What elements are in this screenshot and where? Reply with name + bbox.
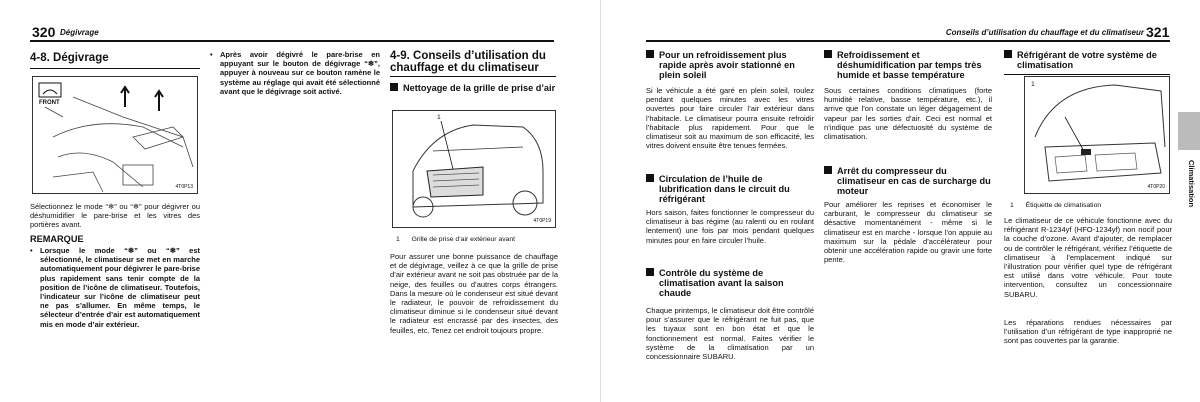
car-front-figure [392,110,556,228]
right-page-number: 321 [1146,24,1170,40]
chapter-side-label: Climatisation [1187,160,1196,208]
hood-callout: 1 [1031,81,1035,88]
section-title-dégivrage: 4-8. Dégivrage [30,52,109,64]
section2-title-rule [390,76,556,77]
col3-h1-text: Réfrigérant de votre système de climatisation [1017,50,1157,70]
col3-body-1: Le climatiseur de ce véhicule fonctionne avec du réfrigérant R-1234yf (HFO-1234yf) non nocif pour la couche d’ozone. Avant d’ajouter, de remplacer ou de contrôler le réfrigérant, vérifiez l’étiquette de climatiseur à l’emplacement indiqué sur l’illustration pour vérifier quel type de réfrigérant est utilisé dans votre véhicule. Pour toute intervention, consultez un concessionnaire SUBARU. [1004,216,1172,299]
sub-title-refroidissement-humide [824,50,992,80]
remark-title: REMARQUE [30,234,84,244]
car-caption-text: Grille de prise d’air extérieur avant [411,236,516,243]
car-figure-code: 4T0P19 [533,218,551,224]
defrost-illustration [33,77,198,194]
sub-title-controle-systeme [646,268,814,298]
square-bullet-icon [646,174,654,182]
remark-bullet-2 [210,50,380,96]
col3-body-2: Les réparations rendues nécessaires par l’utilisation d’un réfrigérant de type inapproprié ne sont pas couvertes par la garantie. [1004,318,1172,346]
hood-caption [1010,202,1170,210]
square-bullet-icon [824,50,832,58]
sub-title-nettoyage-text: Nettoyage de la grille de prise d’air [403,83,556,93]
sub-title-circulation-huile [646,174,814,204]
col2-body-2: Pour améliorer les reprises et économiser le carburant, le compresseur du climatiseur se désactive momentanément - même si le climatiseur est en marche - lorsque l’on appuie au maximum sur la pédale d’accélérateur pour obtenir une accélération rapide ou gravir une forte pente. [824,200,992,265]
remark-bullet-1 [30,246,200,329]
chapter-side-tab [1178,112,1200,150]
col1-h1-text: Pour un refroidissement plus rapide après avoir stationné en plein soleil [659,50,795,80]
bullet-dot: • [30,246,33,255]
right-page [600,0,1200,402]
right-header-rule [646,40,1170,42]
col1-body-1: Si le véhicule a été garé en plein soleil, roulez pendant quelques minutes avec les vitres ouvertes pour faire circuler l’air extérieur dans l’habitacle. Le climatiseur pourra ensuite refroidir l’habitacle plus rapidement. Pour que le climatiseur soit au maximum de son efficacité, les vitres doivent ensuite être tenues fermées. [646,86,814,151]
col2-body-1: Sous certaines conditions climatiques (forte humidité relative, basse température, etc.), il arrive que l’on constate un léger dégagement de vapeur par les sorties d’air. Ceci est normal et n’indique pas une défectuosité du système de climatisation. [824,86,992,142]
remark-bullet-1-text: Lorsque le mode “❄” ou “❄” est sélectionné, le climatiseur se met en marche automatiquement pour dégivrer le pare-brise plus rapidement sans tenir compte de la position de l’icône de climatiseur. Toutefois, l’indicateur sur l’icône de climatiseur peut ne pas s’allumer. En même temps, le sélecteur d’entrée d’air est automatiquement mis en mode d’air extérieur. [40,246,200,329]
col2-h2-text: Arrêt du compresseur du climatiseur en cas de surcharge du moteur [837,166,991,196]
square-bullet-icon [646,268,654,276]
left-page-number: 320 [32,24,56,40]
sub-title-nettoyage [390,83,558,93]
square-bullet-icon [824,166,832,174]
col1-h2-text: Circulation de l’huile de lubrification dans le circuit du réfrigérant [659,174,790,204]
sub-title-refroidissement-rapide [646,50,814,80]
car-caption [396,236,556,244]
car-caption-num: 1 [396,236,400,243]
col1-body-3: Chaque printemps, le climatiseur doit être contrôlé pour s’assurer que le réfrigérant ne fuit pas, que les tuyaux sont en bon état et que le fonctionnement est normal. Faites vérifier le système de la climatisation par un concessionnaire SUBARU. [646,306,814,362]
hood-illustration [1025,77,1170,194]
hood-caption-num: 1 [1010,202,1014,209]
section-title-rule [30,68,200,69]
left-header-rule [30,40,554,42]
figure-code: 4T0P13 [175,184,193,190]
square-bullet-icon [390,83,398,91]
car-callout: 1 [437,114,441,121]
sub-title-arret-compresseur [824,166,992,196]
nettoyage-body-text: Pour assurer une bonne puissance de chauffage et de dégivrage, veillez à ce que la grille de prise d’air extérieur avant ne soit pas obstruée par de la neige, des feuilles ou d’autres corps étrangers. Dans la mesure où le condenseur est situé devant le radiateur, le pouvoir de refroidissement du climatiseur diminue si le condenseur situé devant le radiateur est encrassé par des insectes, des feuilles, etc. Tenez cet endroit toujours propre. [390,252,558,335]
col1-h3-text: Contrôle du système de climatisation avant la saison chaude [659,268,784,298]
col2-h1-text: Refroidissement et déshumidification par temps très humide et basse température [837,50,982,80]
car-front-illustration [393,111,556,228]
square-bullet-icon [646,50,654,58]
col1-body-2: Hors saison, faites fonctionner le compresseur du climatiseur à bas régime (au ralenti ou en roulant lentement) une fois par mois pendant quelques minutes pour en faire circuler l’huile. [646,208,814,245]
hood-caption-text: Étiquette de climatisation [1025,202,1102,209]
defrost-figure [32,76,198,194]
right-running-title: Conseils d’utilisation du chauffage et du climatiseur [945,28,1144,37]
section-title-conseils: 4-9. Conseils d’utilisation du chauffage et du climatiseur [390,50,546,74]
sub-title-refrigerant [1004,50,1172,70]
remark-bullet-2-text: Après avoir dégivré le pare-brise en appuyant sur le bouton de dégivrage “❄”, appuyer à nouveau sur ce bouton ramène le système au réglage qui avait été sélectionné avant que le dégivrage soit activé. [220,50,380,96]
square-bullet-icon [1004,50,1012,58]
left-running-title: Dégivrage [60,28,99,37]
defrost-body-text: Sélectionnez le mode “❄” ou “❄” pour dégivrer ou déshumidifier le pare-brise et les vitres des portières avant. [30,202,200,230]
front-label: FRONT [39,100,60,106]
bullet-dot: • [210,50,213,59]
hood-figure [1024,76,1170,194]
hood-figure-code: 4T0P20 [1147,184,1165,190]
col3-title-rule [1004,74,1170,75]
